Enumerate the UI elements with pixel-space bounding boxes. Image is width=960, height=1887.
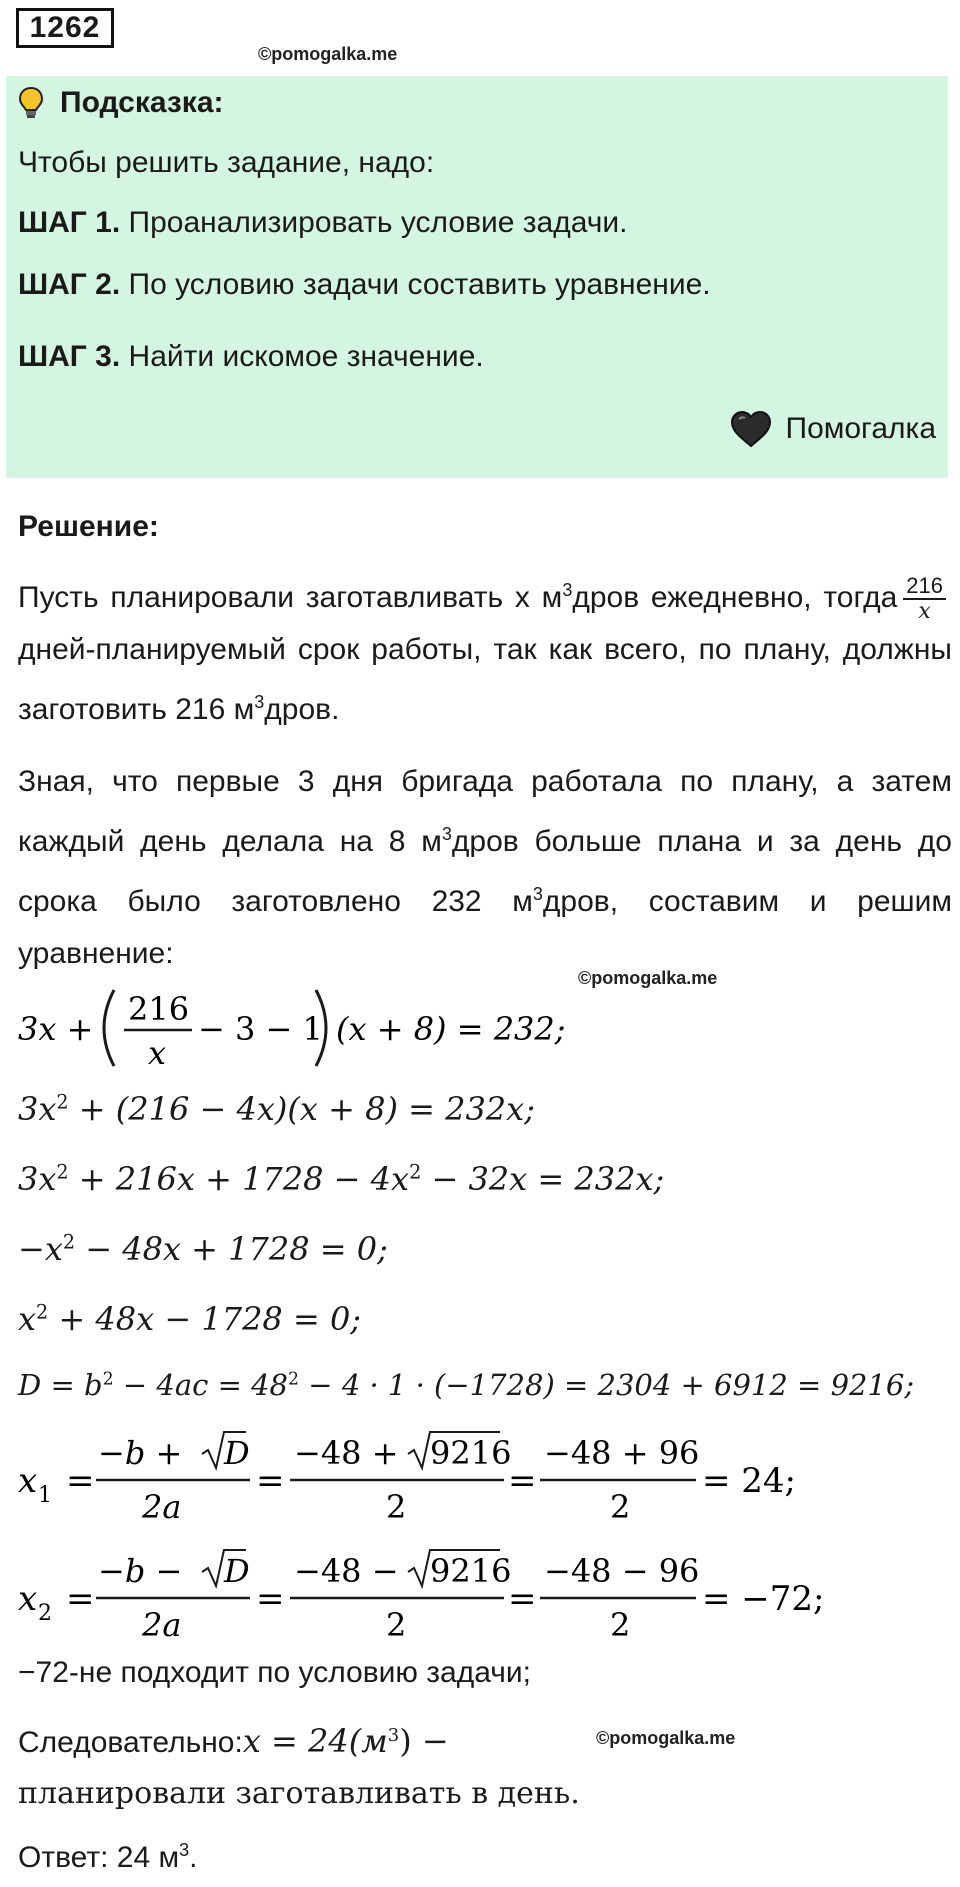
eq6-b: − 4ac = 48 <box>113 1368 288 1402</box>
eq2-a: 3x <box>18 1090 57 1128</box>
step-label: ШАГ 2. <box>18 268 121 301</box>
p2-sup-1: 3 <box>441 824 452 844</box>
eq5-sup: 2 <box>36 1300 49 1324</box>
answer-a: Ответ: 24 м <box>18 1841 180 1874</box>
equation-4 <box>18 1230 388 1268</box>
x1-f2-rad: 9216 <box>430 1434 512 1472</box>
x2-f1-rad: D <box>224 1552 250 1590</box>
p1-text-c: дней-планируемый срок работы, так как всего, по плану, должны заготовить 216 м <box>18 633 952 727</box>
x1-sub: 1 <box>38 1483 52 1508</box>
conclusion-line-2: планировали заготавливать в день. <box>18 1776 580 1811</box>
x2-f2-num: −48 − <box>294 1552 399 1590</box>
x2-f2-rad: 9216 <box>430 1552 512 1590</box>
eq6-sup2: 2 <box>288 1369 300 1390</box>
x1-eq-2: = <box>256 1461 285 1501</box>
heart-icon <box>730 410 772 448</box>
eq5-b: + 48x − 1728 = 0; <box>48 1300 362 1338</box>
task-number: 1262 <box>16 8 114 48</box>
watermark: ©pomogalka.me <box>596 1728 736 1748</box>
frac-den: x <box>918 599 931 625</box>
p1-text-b: дров ежедневно, тогда <box>572 581 898 614</box>
x2-f1-den: 2a <box>142 1606 182 1644</box>
eq4-sup: 2 <box>62 1230 76 1254</box>
p1-sup-2: 3 <box>254 692 265 713</box>
hint-title: Подсказка: <box>60 86 224 119</box>
x2-f3-num: −48 − 96 <box>544 1552 700 1590</box>
eq1-part-b: − 3 − 1 <box>198 1010 323 1048</box>
x2-eq-2: = <box>256 1579 285 1619</box>
eq1-part-c: (x + 8) = 232; <box>336 1010 566 1048</box>
x2-f2-den: 2 <box>386 1606 407 1644</box>
step-label: ШАГ 3. <box>18 340 121 373</box>
step-text: Найти искомое значение. <box>128 340 484 373</box>
eq3-sup2: 2 <box>409 1160 422 1184</box>
equation-discriminant <box>18 1368 914 1402</box>
eq1-frac-den: x <box>148 1034 167 1072</box>
equation-x2 <box>10 1538 830 1648</box>
note-not-suitable: −72-не подходит по условию задачи; <box>18 1656 531 1689</box>
equation-x1 <box>10 1420 810 1530</box>
p1-text-a: Пусть планировали заготавливать х м <box>18 581 563 614</box>
x2-eq-3: = <box>508 1579 537 1619</box>
eq4-a: −x <box>18 1230 63 1268</box>
x1-f1-den: 2a <box>142 1488 182 1526</box>
fraction-216-x <box>903 574 946 624</box>
p1-sup-1: 3 <box>562 580 573 600</box>
paragraph-2 <box>18 756 952 980</box>
paragraph-1 <box>18 564 952 736</box>
conclusion-c: ) − <box>399 1722 449 1760</box>
step-text: По условию задачи составить уравнение. <box>128 268 711 301</box>
eq6-a: D = b <box>18 1368 103 1402</box>
equation-2 <box>18 1090 535 1128</box>
eq3-c: − 32x = 232x; <box>421 1160 665 1198</box>
p2-text-c: дров, составим и решим уравнение: <box>18 885 952 970</box>
equation-5 <box>18 1300 361 1338</box>
eq2-sup: 2 <box>56 1090 69 1114</box>
eq3-sup1: 2 <box>56 1160 69 1184</box>
x2-sub: 2 <box>38 1601 52 1626</box>
step-label: ШАГ 1. <box>18 206 121 239</box>
step-text: Проанализировать условие задачи. <box>128 206 628 239</box>
x1-eq-3: = <box>508 1461 537 1501</box>
frac-num: 216 <box>903 574 946 600</box>
eq3-a: 3x <box>18 1160 57 1198</box>
conclusion-a: Следовательно: <box>18 1726 243 1759</box>
x1-f3-den: 2 <box>610 1488 631 1526</box>
eq1-frac-num: 216 <box>128 990 190 1028</box>
x2-eq: = <box>66 1579 95 1619</box>
x1-f1-num: −b + <box>98 1434 183 1472</box>
eq4-b: − 48x + 1728 = 0; <box>75 1230 388 1268</box>
x2-result: = −72; <box>702 1579 825 1619</box>
hint-intro: Чтобы решить задание, надо: <box>18 146 435 179</box>
equation-1 <box>10 980 610 1076</box>
x1-f2-num: −48 + <box>294 1434 399 1472</box>
answer <box>18 1840 197 1875</box>
brand <box>730 410 937 448</box>
x2-f3-den: 2 <box>610 1606 631 1644</box>
conclusion <box>18 1722 449 1760</box>
x1-eq: = <box>66 1461 95 1501</box>
x1-f2-den: 2 <box>386 1488 407 1526</box>
p1-text-d: дров. <box>264 693 340 727</box>
eq6-c: − 4 · 1 · (−1728) = 2304 + 6912 = 9216; <box>299 1368 915 1402</box>
lightbulb-icon <box>18 86 44 120</box>
p2-sup-2: 3 <box>532 884 543 904</box>
x1-f3-num: −48 + 96 <box>544 1434 700 1472</box>
watermark: ©pomogalka.me <box>258 44 398 64</box>
p2-text-b: дров больше плана и за день до срока было заготовлено 232 м <box>18 825 952 918</box>
brand-name: Помогалка <box>785 412 936 445</box>
left-paren <box>104 990 114 1066</box>
eq6-sup1: 2 <box>102 1369 114 1390</box>
hint-step-3 <box>18 340 484 374</box>
p2-text-a: Зная, что первые 3 дня бригада работала по плану, а затем каждый день делала на 8 м <box>18 765 952 858</box>
eq5-a: x <box>18 1300 37 1338</box>
watermark: ©pomogalka.me <box>578 968 718 988</box>
answer-sup: 3 <box>179 1840 190 1860</box>
solution-title: Решение: <box>18 510 159 543</box>
x1-lhs: x <box>18 1461 38 1501</box>
hint-step-2 <box>18 268 711 302</box>
x1-result: = 24; <box>702 1461 797 1501</box>
x2-lhs: x <box>18 1579 38 1619</box>
x2-f1-num: −b − <box>98 1552 183 1590</box>
hint-step-1 <box>18 206 627 240</box>
conclusion-sup: 3 <box>387 1725 400 1746</box>
equation-3 <box>18 1160 664 1198</box>
answer-b: . <box>189 1841 198 1874</box>
eq3-b: + 216x + 1728 − 4x <box>68 1160 410 1198</box>
conclusion-b: x = 24(м <box>242 1722 388 1760</box>
eq1-part-a: 3x + <box>18 1010 94 1048</box>
x1-f1-rad: D <box>224 1434 250 1472</box>
eq2-b: + (216 − 4x)(x + 8) = 232x; <box>68 1090 535 1128</box>
